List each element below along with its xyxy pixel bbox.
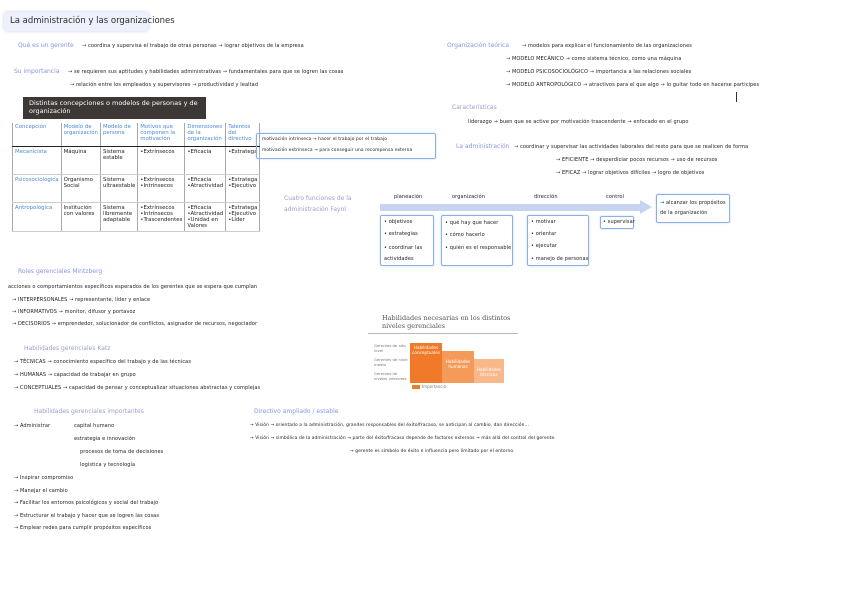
skill-block-conceptual: Habilidades conceptuales [410,343,442,383]
directivo-item: → Visión → orientado a la administración, grandes responsables del éxito/fracaso, se anticipan al cambio, dan dirección... [250,423,530,428]
planeacion-item: • objetivos [384,219,413,225]
table-cell: Organismo Social [61,174,100,202]
page-title: La administración y las organizaciones [4,12,149,31]
roles-label: Roles gerenciales Mintzberg [18,268,103,275]
stage-label: organización [452,194,486,200]
caracteristicas-label: Características [452,104,497,111]
table-header: Modelo de organización [61,123,100,146]
table-cell: •Extrínsecos [138,146,185,174]
importantes-sub: logística y tecnología [80,462,136,468]
goal-text: → alcanzar los propósitos de la organización [660,200,726,216]
table-cell: •Eficacia •Atractividad [185,174,226,202]
table-cell: Sistema libremente adaptable [100,202,137,231]
table-cell: •Extrínsecos •Intrínsecos •Trascendentes [138,202,185,231]
eficaz-line: → EFICAZ → lograr objetivos difíciles → logro de objetivos [556,170,705,176]
table-header: Modelo de persona [100,123,137,146]
table-cell: •Eficacia [185,146,226,174]
legend-label: Importancia [422,384,447,389]
importancia-line2: → relación entre los empleados y supervisores → productividad y lealtad [70,82,259,88]
direccion-item: • manejo de personas [531,256,589,262]
importantes-item: → Manejar el cambio [14,488,68,494]
katz-item: → TÉCNICAS → conocimiento específico del trabajo y de las técnicas [14,359,192,365]
process-arrow-bar [380,204,640,211]
katz-item: → HUMANAS → capacidad de trabajar en grupo [14,372,136,378]
importantes-sub: capital humano [74,423,115,429]
directivo-item: → gerente es símbolo de éxito e influencia pero limitado por el entorno. [350,449,515,454]
importancia-label: Su importancia [14,68,60,75]
katz-label: Habilidades gerenciales Katz [24,345,111,352]
table-cell: Mecanicista [13,146,62,174]
table-header: Motivos que componen la motivación [138,123,185,146]
direccion-item: • ejecutar [531,243,558,249]
divider [736,92,737,102]
table-header: Dimensiones de la organización [185,123,226,146]
skill-block-humanas: Habilidades humanas [442,351,474,383]
directivo-item: → Visión → simbólica de la administración → parte del éxito/fracaso depende de factores externos → más allá del control del gerente. [250,436,556,441]
importantes-sub: estrategia e innovación [74,436,136,442]
table-cell: •Extrínsecos •Intrínsecos [138,174,185,202]
table-cell: •Estratega [226,146,260,174]
level-label: Gerentes de alto nivel [374,343,406,353]
stage-label: planeación [394,194,423,200]
org-teorica-line1: → modelos para explicar el funcionamiento de las organizaciones [522,43,692,49]
organizacion-item: • qué hay que hacer [445,220,499,226]
table-cell: Sistema ultraestable [100,174,137,202]
skill-block-tecnicas: Habilidades técnicas [474,359,504,383]
direccion-item: • motivar [531,219,556,225]
admin-line: → coordinar y supervisar las actividades laborales del resto para que se realicen de forma [514,144,749,150]
directivo-label: Directivo ampliado / estable [254,408,339,415]
level-label: Gerentes de nivel medio [374,357,408,367]
table-row [13,202,260,231]
importantes-item: → Inspirar compromiso [14,475,74,481]
table-cell: Institución con valores [61,202,100,231]
importantes-lead: → Administrar [14,423,51,429]
importancia-line1: → se requieren sus aptitudes y habilidades administrativas → fundamentales para que se logren las cosas [68,69,344,75]
importantes-item: → Facilitar los entornos psicológicos y social del trabajo [14,500,159,506]
roles-item: → INTERPERSONALES → representante, líder y enlace [12,297,151,303]
table-cell: •Estratega •Ejecutivo [226,174,260,202]
table-row [13,146,260,174]
table-cell: •Estratega •Ejecutivo •Líder [226,202,260,231]
que-es-text: → coordina y supervisa el trabajo de otras personas → lograr objetivos de la empresa [82,43,304,49]
direccion-item: • orientar [531,231,557,237]
level-label: Gerentes de niveles inferiores [374,371,407,381]
roles-item: → DECISORIOS → emprendedor, solucionador de conflictos, asignador de recursos, negociador [12,321,258,327]
funciones-label: Cuatro funciones de la administración Fayol [284,195,352,213]
legend-swatch [412,385,420,389]
admin-label: La administración [456,143,510,150]
org-teorica-item: → MODELO ANTROPOLÓGICO → atractivos para el que algo → lo guitar todo en hacerse participes [506,82,760,88]
skills-chart-title: Habilidades necesarias en los distintos niveles gerenciales [382,314,511,330]
table-cell: Máquina [61,146,100,174]
table-cell: Psicosociológica [13,174,62,202]
eficiente-line: → EFICIENTE → desperdiciar pocos recursos → uso de recursos [556,157,718,163]
caracteristicas-line1: liderazgo → buen que se active por motivación trascendente → enfocado en el grupo [468,119,689,125]
stage-label: control [606,194,625,200]
importantes-label: Habilidades gerenciales importantes [34,408,144,415]
motivacion-intrinseca: motivación intrínseca → hacer el trabajo por el trabajo [262,137,387,142]
planeacion-item: • coordinar las actividades [384,245,423,262]
planeacion-item: • estrategias [384,231,418,237]
divider [368,333,518,334]
table-cell: Antropológica [13,202,62,231]
table-header: Talentos del directivo [226,123,260,146]
org-teorica-item: → MODELO MECÁNICO → como sistema técnico, como una máquina [506,56,682,62]
organizacion-item: • cómo hacerlo [445,232,485,238]
table-header: Concepción [13,123,62,146]
concepciones-table [12,123,260,232]
roles-item: → INFORMATIVOS → monitor, difusor y portavoz [12,309,136,315]
katz-item: → CONCEPTUALES → capacidad de pensar y conceptualizar situaciones abstractas y complejas [14,385,261,391]
importantes-sub: procesos de toma de decisiones [80,449,164,455]
table-cell: •Eficacia •Atractividad •Unidad en Valores [185,202,226,231]
concepciones-heading: Distintas concepciones o modelos de personas y de organización [23,97,206,119]
organizacion-item: • quién es el responsable [445,245,512,251]
motivacion-extrinseca: motivación extrínseca → para conseguir una recompensa externa [262,148,413,153]
table-header-row [13,123,260,146]
importantes-item: → Emplear redes para cumplir propósitos específicos [14,525,152,531]
importantes-item: → Estructurar el trabajo y hacer que se logren las cosas [14,513,160,519]
org-teorica-label: Organización teórica [447,42,510,49]
arrow-right-icon [640,200,652,214]
org-teorica-item: → MODELO PSICOSOCIOLÓGICO → importancia a las relaciones sociales [506,69,692,75]
control-item: • supervisar [603,219,635,225]
stage-label: dirección [534,194,558,200]
table-cell: Sistema estable [100,146,137,174]
table-row [13,174,260,202]
roles-intro: acciones o comportamientos específicos esperados de los gerentes que se espera que cumplan [8,284,258,290]
que-es-label: Qué es un gerente [18,42,74,49]
